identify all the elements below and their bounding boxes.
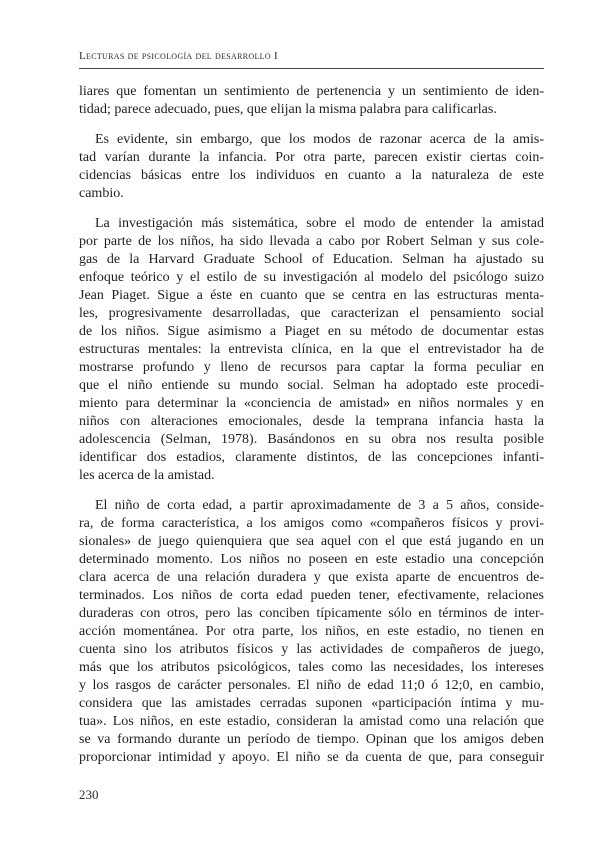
text-line: se va formando durante un período de tiempo. Opinan que los amigos deben: [79, 732, 544, 747]
text-line: adolescencia (Selman, 1978). Basándonos en su obra nos resulta posible: [79, 432, 544, 447]
text-line: cuenta sino los atributos físicos y las actividades de compañeros de juego,: [79, 642, 544, 657]
text-line: cidencias básicas entre los individuos en cuanto a la naturaleza de este: [79, 168, 544, 183]
text-line: gas de la Harvard Graduate School of Education. Selman ha ajustado su: [79, 252, 544, 267]
text-line: identificar dos estadios, claramente distintos, de las concepciones infanti-: [79, 450, 544, 465]
text-line: Jean Piaget. Sigue a éste en cuanto que se centra en las estructuras menta-: [79, 288, 544, 303]
text-line: terminados. Los niños de corta edad pueden tener, efectivamente, relaciones: [79, 588, 544, 603]
text-line: tidad; parece adecuado, pues, que elijan la misma palabra para calificarlas.: [79, 102, 497, 117]
text-line: liares que fomentan un sentimiento de pertenencia y un sentimiento de iden-: [79, 84, 544, 99]
text-line: Es evidente, sin embargo, que los modos de razonar acerca de la amis-: [95, 132, 544, 147]
text-line: mostrarse profundo y lleno de recursos para captar la forma peculiar en: [79, 360, 544, 375]
text-line: y los rasgos de carácter personales. El niño de edad 11;0 ó 12;0, en cambio,: [79, 678, 544, 693]
paragraph-1: [79, 83, 544, 119]
paragraph-2: [79, 131, 544, 203]
text-line: enfoque teórico y el estilo de su investigación al modelo del psicólogo suizo: [79, 270, 544, 285]
text-line: estructuras mentales: la entrevista clínica, en la que el entrevistador ha de: [79, 342, 544, 357]
text-line: El niño de corta edad, a partir aproximadamente de 3 a 5 años, conside-: [95, 498, 544, 513]
text-line: tad varían durante la infancia. Por otra parte, parecen existir ciertas coin-: [79, 150, 544, 165]
text-line: clara acerca de una relación duradera y que exista aparte de encuentros de-: [79, 570, 544, 585]
running-head: Lecturas de psicología del desarrollo I: [79, 50, 278, 62]
text-line: determinado momento. Los niños no poseen en este estadio una concepción: [79, 552, 544, 567]
text-line: les acerca de la amistad.: [79, 468, 215, 483]
body-text: [79, 83, 544, 779]
text-line: considera que las amistades cerradas suponen «participación íntima y mu-: [79, 696, 544, 711]
text-line: por parte de los niños, ha sido llevada a cabo por Robert Selman y sus cole-: [79, 234, 544, 249]
paragraph-3: [79, 215, 544, 485]
text-line: de los niños. Sigue asimismo a Piaget en su método de documentar estas: [79, 324, 544, 339]
text-line: miento para determinar la «conciencia de amistad» en niños normales y en: [79, 396, 544, 411]
text-line: tua». Los niños, en este estadio, consideran la amistad como una relación que: [79, 714, 544, 729]
text-line: que el niño entiende su mundo social. Selman ha adoptado este procedi-: [79, 378, 544, 393]
text-line: más que los atributos psicológicos, tales como las necesidades, los intereses: [79, 660, 544, 675]
text-line: niños con alteraciones emocionales, desde la temprana infancia hasta la: [79, 414, 544, 429]
text-line: duraderas con otros, pero las conciben típicamente sólo en términos de inter-: [79, 606, 544, 621]
page-number: 230: [79, 787, 99, 802]
text-line: cambio.: [79, 186, 124, 201]
text-line: sionales» de juego quienquiera que sea aquel con el que está jugando en un: [79, 534, 544, 549]
text-line: acción momentánea. Por otra parte, los niños, en este estadio, no tienen en: [79, 624, 544, 639]
header-rule: [79, 68, 544, 69]
text-line: ra, de forma característica, a los amigos como «compañeros físicos y provi-: [79, 516, 544, 531]
text-line: La investigación más sistemática, sobre el modo de entender la amistad: [95, 216, 544, 231]
text-line: les, progresivamente desarrolladas, que caracterizan el pensamiento social: [79, 306, 544, 321]
paragraph-4: [79, 497, 544, 767]
text-line: proporcionar intimidad y apoyo. El niño se da cuenta de que, para conseguir: [79, 750, 544, 765]
